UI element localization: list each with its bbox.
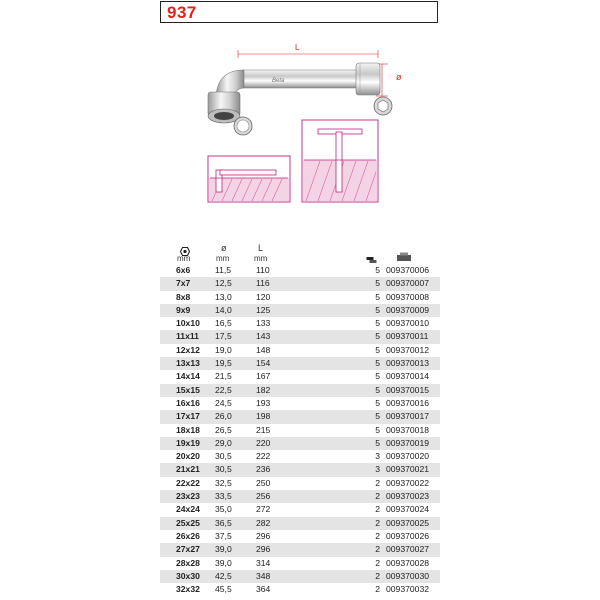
length-cell: 215	[256, 424, 271, 435]
quantity-cell: 5	[375, 411, 380, 422]
order-code-cell: 009370027	[386, 544, 430, 555]
diameter-cell: 39,0	[215, 557, 232, 568]
quantity-cell: 5	[375, 384, 380, 395]
size-table	[160, 242, 440, 596]
order-code-cell: 009370018	[386, 424, 430, 435]
quantity-cell: 2	[375, 544, 380, 555]
diameter-cell: 13,0	[215, 291, 232, 302]
wrench-size-cell: 9x9	[176, 304, 191, 315]
table-row	[160, 503, 440, 516]
wrench-size-cell: 22x22	[176, 477, 200, 488]
length-cell: 193	[256, 397, 271, 408]
order-code-cell: 009370007	[386, 278, 430, 289]
product-code: 937	[167, 3, 197, 22]
diameter-cell: 24,5	[215, 397, 232, 408]
order-code-cell: 009370014	[386, 371, 430, 382]
diameter-cell: 17,5	[215, 331, 232, 342]
usage-diagram-horizontal	[208, 156, 290, 202]
diameter-cell: 21,5	[215, 371, 232, 382]
table-row	[160, 370, 440, 383]
product-header	[160, 1, 438, 23]
diameter-cell: 12,5	[215, 278, 232, 289]
order-code-cell: 009370019	[386, 437, 430, 448]
quantity-cell: 2	[375, 504, 380, 515]
quantity-cell: 5	[375, 424, 380, 435]
diameter-cell: 45,5	[215, 584, 232, 595]
diameter-cell: 26,5	[215, 424, 232, 435]
length-cell: 110	[256, 265, 270, 275]
quantity-cell: 2	[375, 517, 380, 528]
quantity-cell: 5	[375, 278, 380, 289]
diameter-cell: 30,5	[215, 464, 232, 475]
svg-text:Beta: Beta	[272, 78, 285, 84]
quantity-cell: 5	[375, 344, 380, 355]
diameter-header: ø	[221, 243, 227, 253]
table-row	[160, 530, 440, 543]
diameter-cell: 37,5	[215, 530, 232, 541]
quantity-cell: 5	[375, 265, 380, 275]
wrench-size-cell: 24x24	[176, 504, 200, 515]
order-code-cell: 009370016	[386, 397, 430, 408]
order-code-cell: 009370012	[386, 344, 430, 355]
order-code-cell: 009370024	[386, 504, 430, 515]
table-row	[160, 477, 440, 490]
length-cell: 296	[256, 530, 271, 541]
diameter-cell: 35,0	[215, 504, 232, 515]
diameter-cell: 14,0	[215, 304, 232, 315]
quantity-cell: 2	[375, 491, 380, 502]
quantity-cell: 5	[375, 304, 380, 315]
wrench-size-cell: 19x19	[176, 437, 200, 448]
order-code-cell: 009370009	[386, 304, 430, 315]
diameter-cell: 26,0	[215, 411, 232, 422]
wrench-size-cell: 15x15	[176, 384, 200, 395]
wrench-size-cell: 20x20	[176, 451, 200, 462]
order-code-cell: 009370023	[386, 491, 430, 502]
table-row	[160, 317, 440, 330]
length-cell: 364	[256, 584, 271, 595]
order-code-cell: 009370006	[386, 265, 430, 275]
order-code-cell: 009370030	[386, 570, 430, 581]
diameter-cell: 29,0	[215, 437, 232, 448]
diameter-cell: 42,5	[215, 570, 232, 581]
order-code-cell: 009370015	[386, 384, 430, 395]
order-code-cell: 009370021	[386, 464, 430, 475]
quantity-cell: 3	[375, 451, 380, 462]
length-cell: 198	[256, 411, 271, 422]
wrench-size-cell: 21x21	[176, 464, 200, 475]
diameter-cell: 11,5	[215, 265, 232, 275]
diameter-cell: 30,5	[215, 451, 232, 462]
order-code-cell: 009370025	[386, 517, 430, 528]
length-cell: 143	[256, 331, 271, 342]
table-row	[160, 357, 440, 370]
wrench-size-cell: 7x7	[176, 278, 191, 289]
table-body	[160, 264, 440, 596]
length-cell: 148	[256, 344, 271, 355]
length-header: L	[258, 243, 264, 253]
length-cell: 220	[256, 437, 271, 448]
table-row	[160, 490, 440, 503]
quantity-cell: 5	[375, 331, 380, 342]
table-row	[160, 330, 440, 343]
length-cell: 296	[256, 544, 271, 555]
order-code-cell: 009370026	[386, 530, 430, 541]
table-row	[160, 410, 440, 423]
diameter-cell: 22,5	[215, 384, 232, 395]
length-cell: 348	[256, 570, 271, 581]
wrench-size-cell: 10x10	[176, 318, 200, 329]
wrench-size-cell: 17x17	[176, 411, 200, 422]
table-row	[160, 463, 440, 476]
length-label: L	[295, 43, 300, 52]
table-row	[160, 543, 440, 556]
table-row	[160, 304, 440, 317]
length-cell: 222	[256, 451, 271, 462]
length-cell: 125	[256, 304, 271, 315]
order-code-cell: 009370028	[386, 557, 430, 568]
diameter-cell: 36,5	[215, 517, 232, 528]
diameter-label: ø	[396, 72, 402, 82]
length-cell: 250	[256, 477, 271, 488]
length-cell: 272	[256, 504, 271, 515]
wrench-size-cell: 16x16	[176, 397, 200, 408]
diameter-cell: 19,5	[215, 358, 232, 369]
table-header	[160, 242, 440, 264]
length-cell: 282	[256, 517, 271, 528]
table-row	[160, 437, 440, 450]
table-row	[160, 291, 440, 304]
length-cell: 182	[256, 384, 271, 395]
order-code-cell: 009370022	[386, 477, 430, 488]
wrench-size-cell: 8x8	[176, 291, 191, 302]
hex-socket-view	[374, 97, 392, 115]
quantity-cell: 5	[375, 397, 380, 408]
wrench-size-cell: 30x30	[176, 570, 200, 581]
wrench-size-cell: 26x26	[176, 530, 200, 541]
usage-diagram-vertical	[302, 120, 378, 202]
quantity-cell: 5	[375, 318, 380, 329]
length-cell: 167	[256, 371, 271, 382]
wrench-size-cell: 11x11	[176, 331, 199, 342]
table-row	[160, 570, 440, 583]
wrench-size-cell: 23x23	[176, 491, 200, 502]
length-cell: 120	[256, 291, 271, 302]
wrench-size-cell: 14x14	[176, 371, 200, 382]
quantity-cell: 5	[375, 358, 380, 369]
length-unit: mm	[254, 254, 268, 263]
length-cell: 314	[256, 557, 271, 568]
table-row	[160, 583, 440, 596]
quantity-cell: 2	[375, 570, 380, 581]
wrench-size-cell: 18x18	[176, 424, 200, 435]
diameter-cell: 39,0	[215, 544, 232, 555]
quantity-cell: 5	[375, 437, 380, 448]
quantity-cell: 2	[375, 584, 380, 595]
wrench-size-cell: 13x13	[176, 358, 200, 369]
diameter-unit: mm	[216, 254, 230, 263]
order-code-cell: 009370020	[386, 451, 430, 462]
quantity-cell: 5	[375, 371, 380, 382]
quantity-cell: 2	[375, 557, 380, 568]
wrench-size-cell: 32x32	[176, 584, 200, 595]
length-cell: 133	[256, 318, 271, 329]
order-code-cell: 009370010	[386, 318, 430, 329]
table-row	[160, 557, 440, 570]
quantity-cell: 2	[375, 530, 380, 541]
wrench-size-cell: 12x12	[176, 344, 200, 355]
twelve-point-socket-view	[234, 117, 252, 135]
table-row	[160, 397, 440, 410]
table-row	[160, 277, 440, 290]
table-row	[160, 517, 440, 530]
diameter-cell: 33,5	[215, 491, 232, 502]
wrench-size-cell: 27x27	[176, 544, 200, 555]
length-cell: 116	[256, 278, 270, 289]
order-code-cell: 009370032	[386, 584, 430, 595]
quantity-cell: 3	[375, 464, 380, 475]
table-row	[160, 264, 440, 277]
l-socket-wrench	[208, 63, 380, 123]
quantity-cell: 2	[375, 477, 380, 488]
diameter-cell: 16,5	[215, 318, 232, 329]
wrench-illustration	[160, 30, 440, 230]
table-row	[160, 384, 440, 397]
length-cell: 236	[256, 464, 271, 475]
size-unit: mm	[177, 254, 191, 263]
diameter-cell: 32,5	[215, 477, 232, 488]
order-code-cell: 009370017	[386, 411, 430, 422]
table-row	[160, 344, 440, 357]
wrench-size-cell: 28x28	[176, 557, 200, 568]
table-row	[160, 450, 440, 463]
diameter-cell: 19,0	[215, 344, 232, 355]
length-dimension	[238, 43, 378, 58]
order-code-cell: 009370011	[386, 331, 429, 342]
wrench-size-cell: 25x25	[176, 517, 200, 528]
order-code-cell: 009370013	[386, 358, 430, 369]
quantity-cell: 5	[375, 291, 380, 302]
length-cell: 154	[256, 358, 271, 369]
order-code-cell: 009370008	[386, 291, 430, 302]
wrench-size-cell: 6x6	[176, 265, 191, 275]
length-cell: 256	[256, 491, 271, 502]
table-row	[160, 424, 440, 437]
